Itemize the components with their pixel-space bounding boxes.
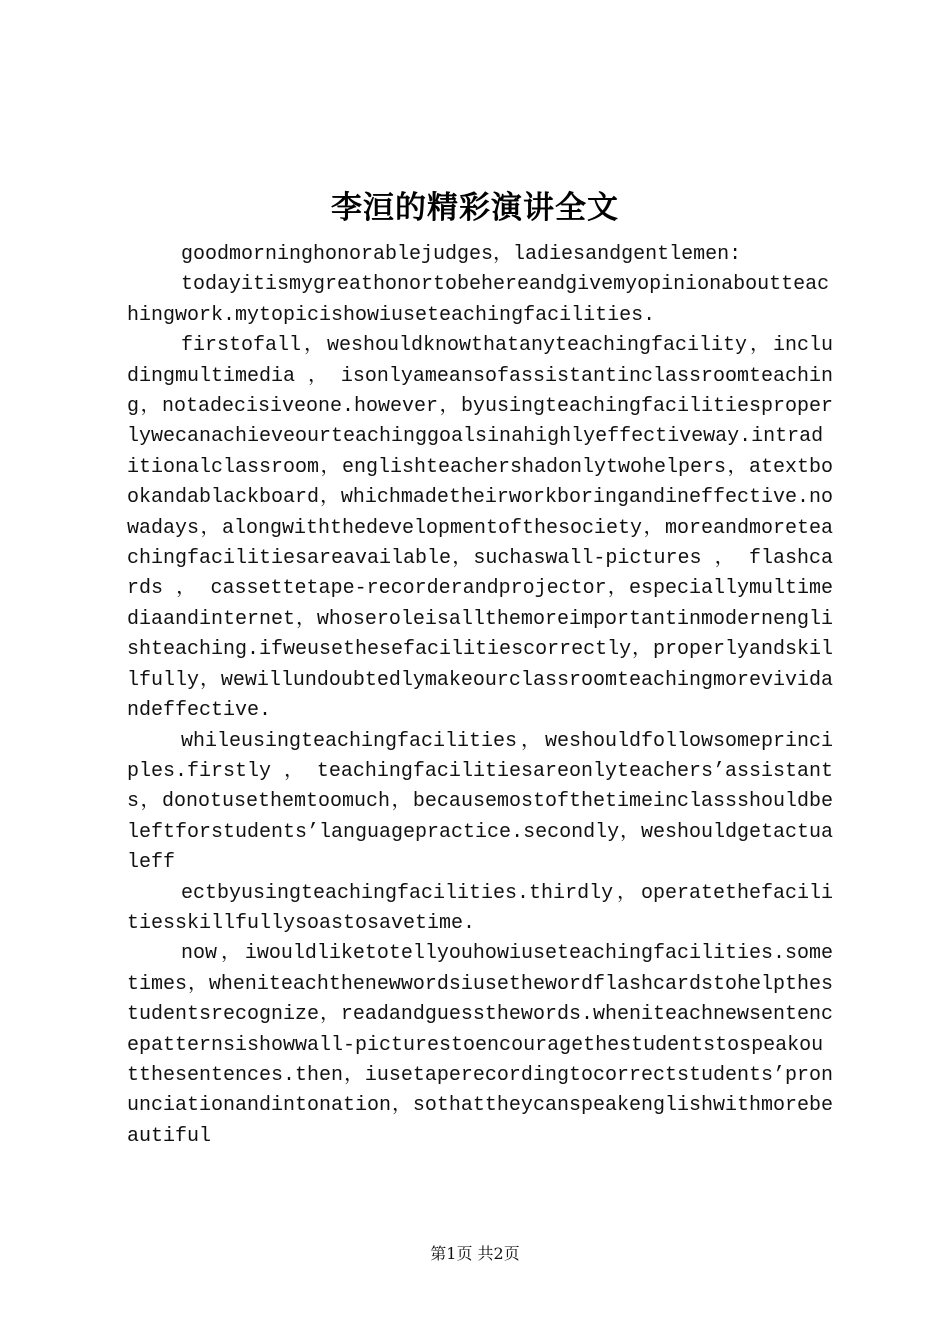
paragraph-how-i-use: now，iwouldliketotellyouhowiuseteachingfacilities.sometimes，wheniteachthenewwordsiusethewordflashcardstohelpthestudentsrecognize，readandguessthewords.wheniteachnewsentencepatternsishowwall-picturestoencouragethestudentstospeakoutthesentences.then，iusetaperecordingtocorrectstudents’pronunciationandintonation，sothattheycanspeakenglishwithmorebeautiful [127, 942, 833, 1148]
document-body [127, 240, 833, 1152]
paragraph-first-of-all: firstofall，weshouldknowthatanyteachingfacility，includingmultimedia，isonlyameansofassistantinclassroomteaching，notadecisiveone.however，byusingteachingfacilitiesproperlywecanachieveourteachinggoalsinahighlyeffectiveway.intraditionalclassroom，englishteachershadonlytwohelpers，atextbookandablackboard，whichmadetheirworkboringandineffective.nowadays，alongwiththedevelopmentofthesociety，moreandmoreteachingfacilitiesareavailable，suchaswall-pictures ， flashcards ， cassettetape-recorderandprojector，especiallymultimediaandinternet，whoseroleisallthemoreimportantinmodernenglishteaching.ifweusethesefacilitiescorrectly，properlyandskillfully，wewillundoubtedlymakeourclassroomteachingmorevividandeffective. [127, 334, 833, 723]
document-title: 李洹的精彩演讲全文 [331, 190, 619, 226]
paragraph-principles: whileusingteachingfacilities，weshouldfollowsomeprinciples.firstly，teachingfacilitiesareonlyteachers’assistants，donotusethemtoomuch，becausemostofthetimeinclassshouldbeleftforstudents’languagepractice.secondly，weshouldgetactualeff [127, 729, 833, 875]
page-number-footer: 第1页 共2页 [430, 1244, 520, 1263]
paragraph-principles-continued: ectbyusingteachingfacilities.thirdly，operatethefacilitiesskillfullysoastosavetime. [127, 881, 833, 935]
paragraph-greeting: goodmorninghonorablejudges，ladiesandgentlemen: [181, 243, 742, 266]
paragraph-introduction: todayitismygreathonortobehereandgivemyopinionaboutteachingwork.mytopicishowiuseteachingfacilities. [127, 273, 830, 327]
